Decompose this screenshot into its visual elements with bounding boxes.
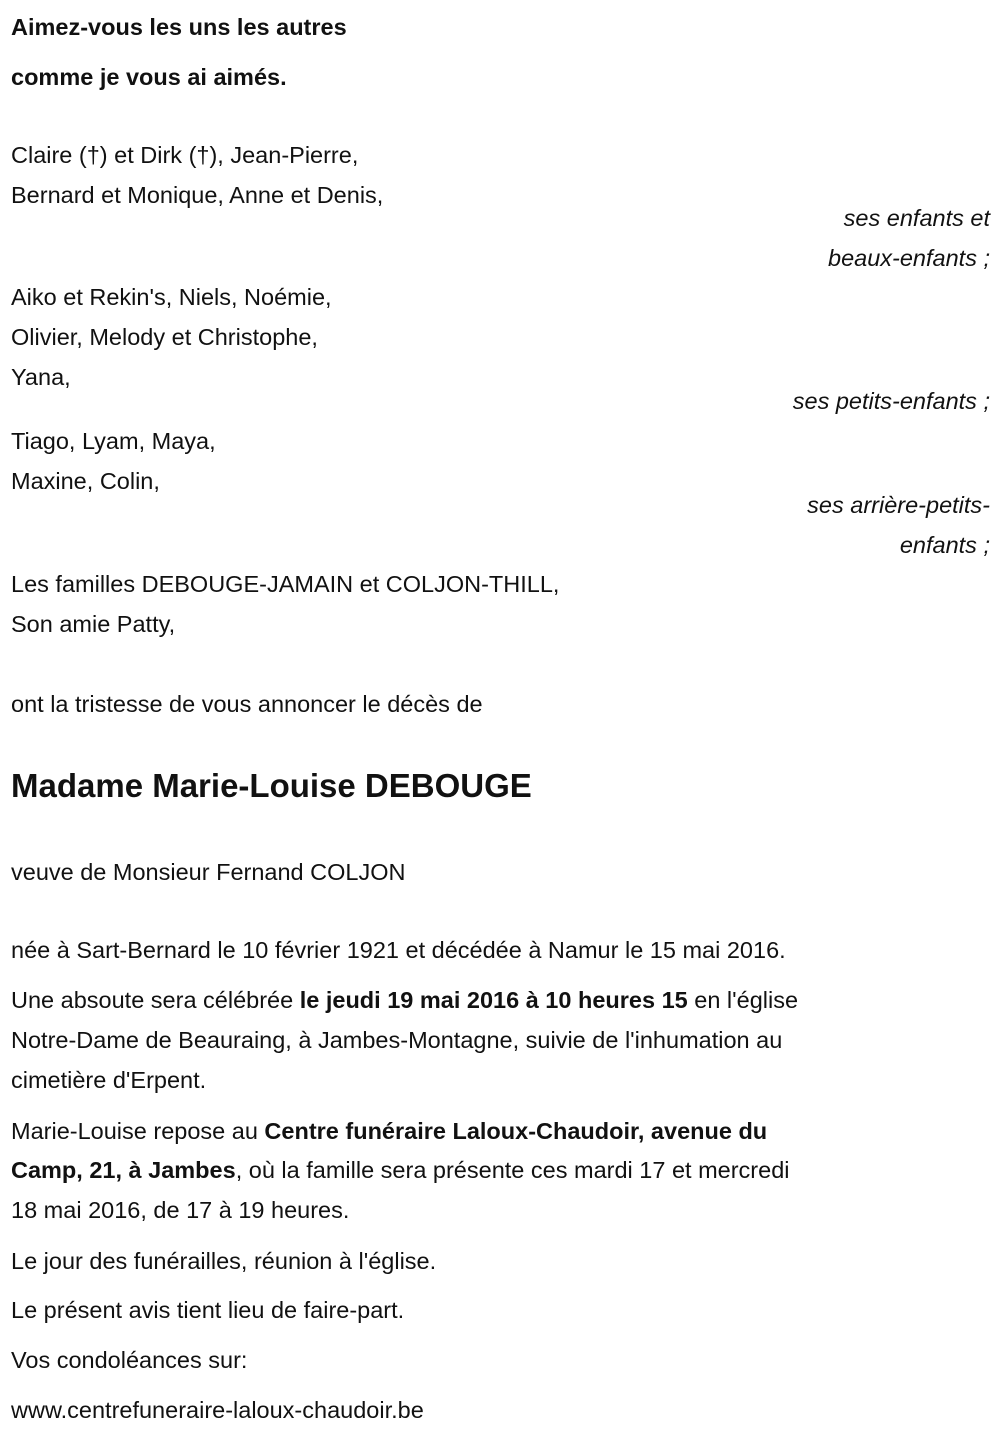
- ceremony-datetime: le jeudi 19 mai 2016 à 10 heures 15: [299, 987, 688, 1013]
- children-line-1: Claire (†) et Dirk (†), Jean-Pierre,: [11, 142, 359, 168]
- children-label-2: beaux-enfants ;: [828, 245, 990, 271]
- condolences-label: Vos condoléances sur:: [11, 1347, 248, 1373]
- website-link[interactable]: www.centrefuneraire-laloux-chaudoir.be: [11, 1397, 424, 1423]
- verse-line-2: comme je vous ai aimés.: [11, 64, 287, 90]
- ceremony-line-2: Notre-Dame de Beauraing, à Jambes-Montagne, suivie de l'inhumation au: [11, 1027, 783, 1053]
- others-line-1: Les familles DEBOUGE-JAMAIN et COLJON-THILL,: [11, 571, 560, 597]
- great-grandchildren-label-2: enfants ;: [899, 532, 990, 558]
- funeral-home-address: Camp, 21, à Jambes: [11, 1157, 236, 1183]
- great-grandchildren-line-1: Tiago, Lyam, Maya,: [11, 428, 216, 454]
- funeral-day: Le jour des funérailles, réunion à l'église.: [11, 1248, 437, 1274]
- rest-line-2: [11, 1150, 790, 1190]
- announcement: ont la tristesse de vous annoncer le décès de: [11, 691, 483, 717]
- grandchildren-line-2: Olivier, Melody et Christophe,: [11, 324, 318, 350]
- great-grandchildren-line-2: Maxine, Colin,: [11, 468, 160, 494]
- grandchildren-line-1: Aiko et Rekin's, Niels, Noémie,: [11, 284, 332, 310]
- funeral-home: Centre funéraire Laloux-Chaudoir, avenue du: [264, 1118, 768, 1144]
- ceremony-line-1: [11, 980, 798, 1020]
- rest-text: , où la famille sera présente ces mardi 17 et mercredi: [235, 1157, 790, 1183]
- birth-death-dates: née à Sart-Bernard le 10 février 1921 et décédée à Namur le 15 mai 2016.: [11, 937, 786, 963]
- widow-of: veuve de Monsieur Fernand COLJON: [11, 859, 406, 885]
- notice: Le présent avis tient lieu de faire-part.: [11, 1297, 405, 1323]
- deceased-name: Madame Marie-Louise DEBOUGE: [11, 767, 532, 804]
- verse-line-1: Aimez-vous les uns les autres: [11, 14, 347, 40]
- grandchildren-label: ses petits-enfants ;: [792, 388, 990, 414]
- ceremony-line-3: cimetière d'Erpent.: [11, 1067, 207, 1093]
- great-grandchildren-label-1: ses arrière-petits-: [807, 492, 990, 518]
- rest-line-1: [11, 1111, 767, 1151]
- grandchildren-line-3: Yana,: [11, 364, 71, 390]
- children-line-2: Bernard et Monique, Anne et Denis,: [11, 182, 384, 208]
- ceremony-text: Une absoute sera célébrée: [11, 987, 300, 1013]
- children-label-1: ses enfants et: [843, 205, 990, 231]
- rest-line-3: 18 mai 2016, de 17 à 19 heures.: [11, 1197, 350, 1223]
- others-line-2: Son amie Patty,: [11, 611, 176, 637]
- ceremony-text: en l'église: [687, 987, 799, 1013]
- rest-text: Marie-Louise repose au: [11, 1118, 265, 1144]
